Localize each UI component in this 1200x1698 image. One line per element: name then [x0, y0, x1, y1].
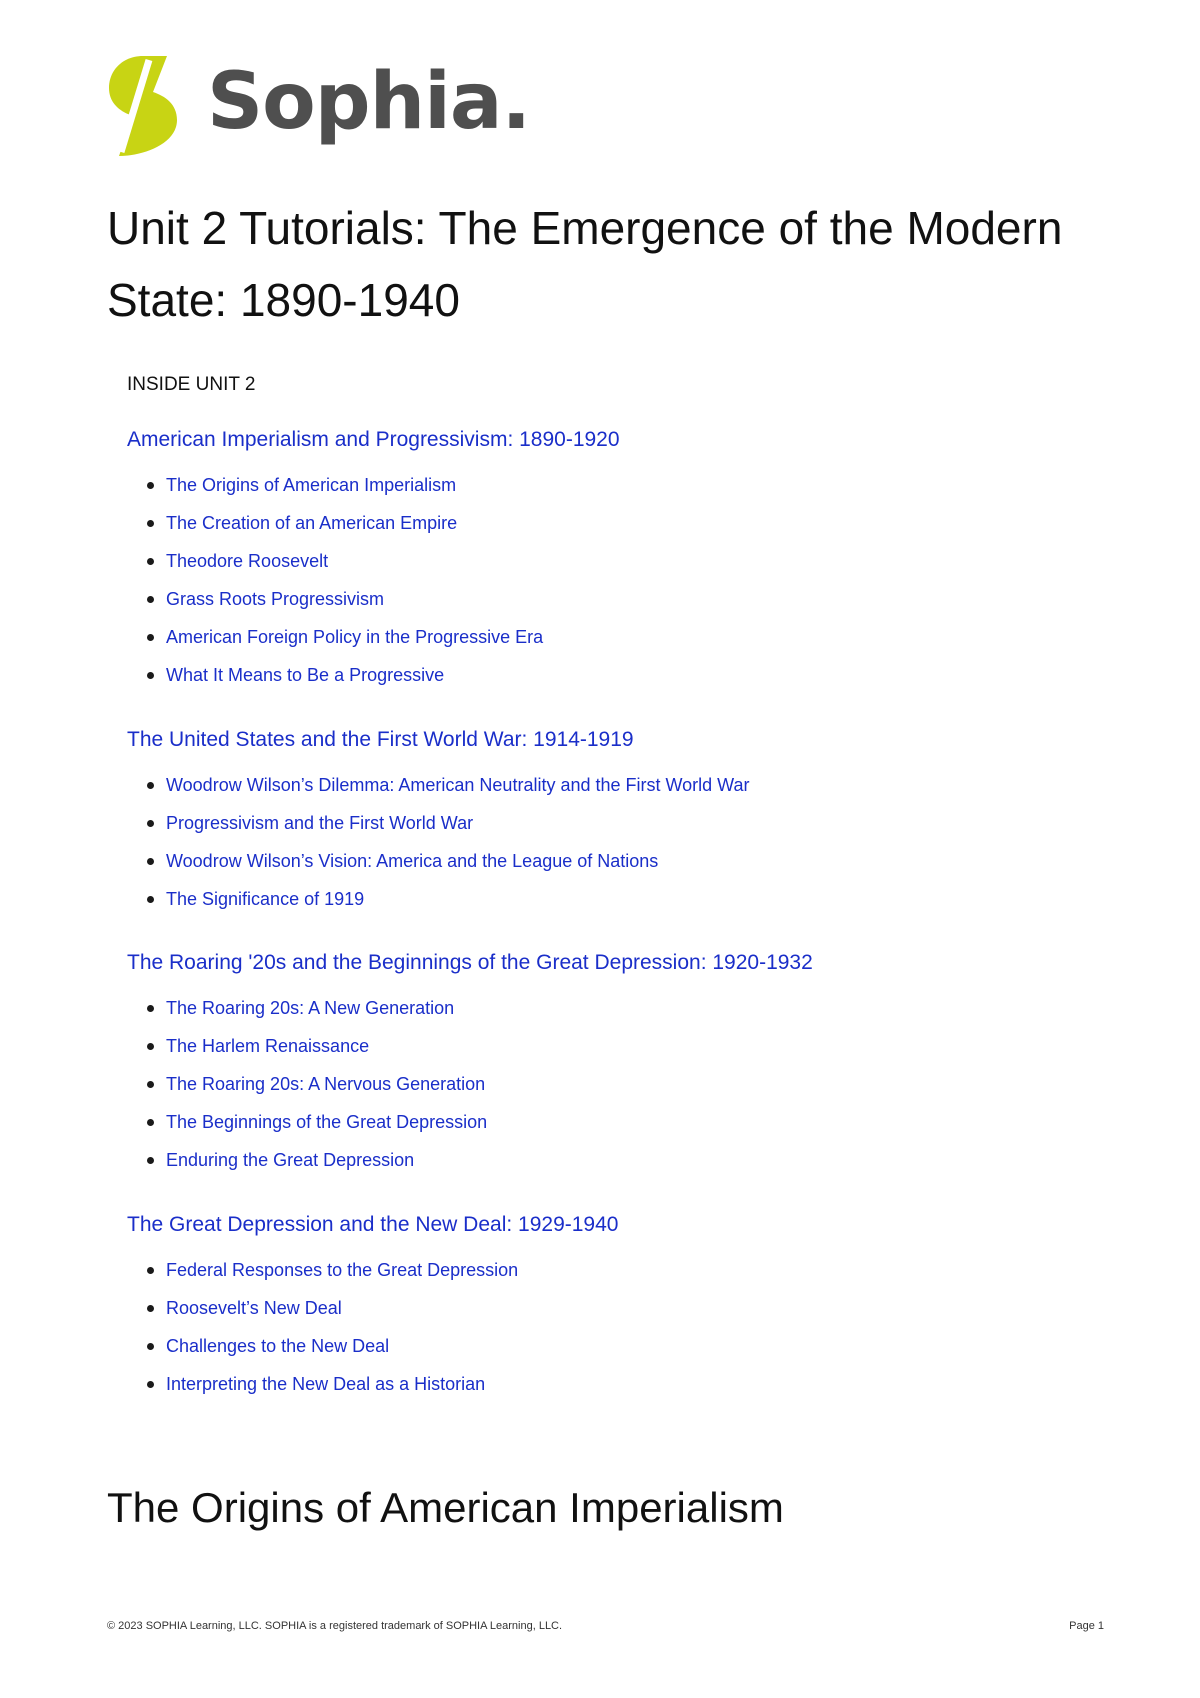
section-american-imperialism — [127, 426, 1127, 700]
bullet-icon — [147, 1005, 154, 1012]
list-item — [127, 772, 1127, 810]
list-item — [127, 1295, 1127, 1333]
sophia-logo — [103, 52, 530, 160]
tutorial-link[interactable]: The Roaring 20s: A New Generation — [166, 998, 455, 1018]
list-item — [127, 1071, 1127, 1109]
tutorial-link[interactable]: Challenges to the New Deal — [166, 1336, 390, 1356]
list-item — [127, 662, 1127, 700]
bullet-icon — [147, 1305, 154, 1312]
section-title-link[interactable]: The United States and the First World War: 1914-1919 — [127, 728, 634, 751]
list-item — [127, 1109, 1127, 1147]
section-first-world-war — [127, 726, 1127, 924]
section-heading: The Origins of American Imperialism — [107, 1484, 784, 1531]
tutorial-link[interactable]: Roosevelt’s New Deal — [166, 1298, 342, 1318]
bullet-icon — [147, 782, 154, 789]
tutorial-link[interactable]: The Creation of an American Empire — [166, 513, 458, 533]
bullet-icon — [147, 1381, 154, 1388]
section-title-link[interactable]: American Imperialism and Progressivism: 1890-1920 — [127, 428, 620, 451]
inside-unit-label: INSIDE UNIT 2 — [127, 374, 256, 395]
list-item — [127, 886, 1127, 924]
tutorial-link[interactable]: Woodrow Wilson’s Vision: America and the League of Nations — [166, 851, 659, 871]
list-item — [127, 586, 1127, 624]
bullet-icon — [147, 634, 154, 641]
page-number: Page 1 — [1069, 1620, 1104, 1632]
bullet-icon — [147, 1343, 154, 1350]
bullet-icon — [147, 520, 154, 527]
bullet-icon — [147, 596, 154, 603]
section-roaring-20s — [127, 949, 1127, 1185]
tutorial-link[interactable]: What It Means to Be a Progressive — [166, 665, 445, 685]
brand-name: Sophia — [207, 57, 502, 147]
tutorial-link[interactable]: Enduring the Great Depression — [166, 1150, 415, 1170]
tutorial-link[interactable]: American Foreign Policy in the Progressive Era — [166, 627, 544, 647]
bullet-icon — [147, 482, 154, 489]
section-items-list — [127, 995, 1127, 1185]
bullet-icon — [147, 1119, 154, 1126]
list-item — [127, 1147, 1127, 1185]
bullet-icon — [147, 672, 154, 679]
bullet-icon — [147, 1081, 154, 1088]
bullet-icon — [147, 820, 154, 827]
tutorial-link[interactable]: Grass Roots Progressivism — [166, 589, 385, 609]
tutorial-link[interactable]: The Beginnings of the Great Depression — [166, 1112, 488, 1132]
tutorial-link[interactable]: The Origins of American Imperialism — [166, 475, 457, 495]
section-new-deal — [127, 1211, 1127, 1409]
page-title: Unit 2 Tutorials: The Emergence of the Modern State: 1890-1940 — [107, 202, 1063, 326]
list-item — [127, 995, 1127, 1033]
tutorial-link[interactable]: Theodore Roosevelt — [166, 551, 329, 571]
brand-dot: . — [501, 57, 531, 147]
tutorial-link[interactable]: Federal Responses to the Great Depression — [166, 1260, 519, 1280]
tutorial-link[interactable]: Interpreting the New Deal as a Historian — [166, 1374, 486, 1394]
list-item — [127, 624, 1127, 662]
list-item — [127, 1033, 1127, 1071]
section-title-link[interactable]: The Great Depression and the New Deal: 1929-1940 — [127, 1213, 619, 1236]
bullet-icon — [147, 558, 154, 565]
bullet-icon — [147, 1043, 154, 1050]
section-title-link[interactable]: The Roaring '20s and the Beginnings of the Great Depression: 1920-1932 — [127, 951, 813, 974]
tutorial-link[interactable]: Progressivism and the First World War — [166, 813, 474, 833]
bullet-icon — [147, 858, 154, 865]
list-item — [127, 810, 1127, 848]
tutorial-link[interactable]: The Roaring 20s: A Nervous Generation — [166, 1074, 486, 1094]
tutorial-link[interactable]: The Harlem Renaissance — [166, 1036, 370, 1056]
list-item — [127, 1371, 1127, 1409]
list-item — [127, 472, 1127, 510]
list-item — [127, 1333, 1127, 1371]
bullet-icon — [147, 896, 154, 903]
page-footer — [107, 1620, 1104, 1632]
list-item — [127, 548, 1127, 586]
bullet-icon — [147, 1157, 154, 1164]
sophia-s-mark-icon — [103, 52, 183, 160]
section-items-list — [127, 1257, 1127, 1409]
bullet-icon — [147, 1267, 154, 1274]
section-items-list — [127, 472, 1127, 700]
list-item — [127, 1257, 1127, 1295]
copyright-text: © 2023 SOPHIA Learning, LLC. SOPHIA is a registered trademark of SOPHIA Learning, LLC. — [107, 1620, 563, 1632]
list-item — [127, 848, 1127, 886]
tutorial-link[interactable]: Woodrow Wilson’s Dilemma: American Neutrality and the First World War — [166, 775, 750, 795]
sophia-wordmark — [207, 57, 531, 147]
list-item — [127, 510, 1127, 548]
tutorial-link[interactable]: The Significance of 1919 — [166, 889, 365, 909]
section-items-list — [127, 772, 1127, 924]
